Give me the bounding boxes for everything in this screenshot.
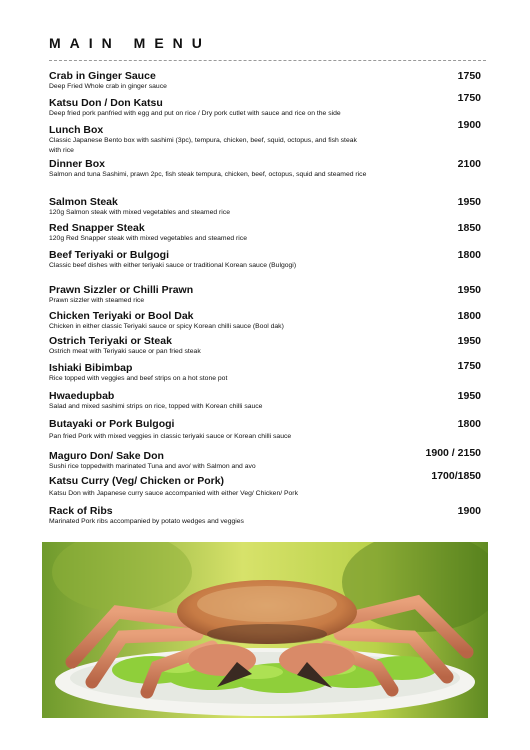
item-name: Red Snapper Steak bbox=[49, 222, 145, 234]
item-name: Salmon Steak bbox=[49, 196, 118, 208]
item-description: Marinated Pork ribs accompanied by potato wedges and veggies bbox=[49, 518, 244, 525]
item-description: Rice topped with veggies and beef strips on a hot stone pot bbox=[49, 375, 228, 382]
item-name: Ishiaki Bibimbap bbox=[49, 362, 133, 374]
menu-item bbox=[49, 505, 481, 527]
dashed-divider bbox=[49, 60, 486, 61]
menu-item bbox=[49, 92, 481, 119]
item-description: 120g Red Snapper steak with mixed vegetables and steamed rice bbox=[49, 235, 247, 242]
menu-item bbox=[49, 70, 481, 92]
item-description: Salad and mixed sashimi strips on rice, topped with Korean chilli sauce bbox=[49, 403, 263, 410]
item-name: Katsu Don / Don Katsu bbox=[49, 97, 163, 109]
menu-item bbox=[49, 310, 481, 332]
item-price: 1800 bbox=[457, 249, 481, 261]
item-description: Classic Japanese Bento box with sashimi (3pc), tempura, chicken, beef, squid, octopus, and fish steak with rice bbox=[49, 137, 357, 154]
item-description: Ostrich meat with Teriyaki sauce or pan fried steak bbox=[49, 348, 201, 355]
item-price: 1750 bbox=[457, 70, 481, 82]
crab-dish-photo bbox=[42, 542, 488, 718]
item-price: 1900 bbox=[457, 505, 481, 517]
menu-item bbox=[49, 418, 481, 442]
item-price: 1750 bbox=[457, 360, 481, 372]
item-price: 1750 bbox=[457, 92, 481, 104]
item-price: 1950 bbox=[457, 335, 481, 347]
item-description: 120g Salmon steak with mixed vegetables and steamed rice bbox=[49, 209, 230, 216]
item-name: Dinner Box bbox=[49, 158, 106, 170]
menu-item bbox=[49, 362, 481, 384]
item-name: Lunch Box bbox=[49, 124, 104, 136]
item-description: Chicken in either classic Teriyaki sauce or spicy Korean chilli sauce (Bool dak) bbox=[49, 323, 284, 330]
item-name: Maguro Don/ Sake Don bbox=[49, 450, 164, 462]
item-name: Rack of Ribs bbox=[49, 505, 113, 517]
item-description: Pan fried Pork with mixed veggies in classic teriyaki sauce or Korean chilli sauce bbox=[49, 433, 292, 440]
menu-item bbox=[49, 119, 481, 156]
menu-item bbox=[49, 335, 481, 357]
item-name: Beef Teriyaki or Bulgogi bbox=[49, 249, 169, 261]
item-description: Deep Fried Whole crab in ginger sauce bbox=[49, 83, 167, 90]
menu-item bbox=[49, 470, 481, 499]
item-price: 1700/1850 bbox=[431, 470, 481, 482]
item-description: Prawn sizzler with steamed rice bbox=[49, 297, 145, 304]
item-price: 1950 bbox=[457, 390, 481, 402]
item-description: Classic beef dishes with either teriyaki sauce or traditional Korean sauce (Bulgogi) bbox=[49, 262, 297, 269]
menu-item bbox=[49, 284, 481, 306]
item-price: 1950 bbox=[457, 196, 481, 208]
item-description: Salmon and tuna Sashimi, prawn 2pc, fish steak tempura, chicken, beef, octopus, squid and steamed rice bbox=[49, 171, 367, 178]
item-name: Crab in Ginger Sauce bbox=[49, 70, 156, 82]
item-name: Hwaedupbab bbox=[49, 390, 115, 402]
item-name: Prawn Sizzler or Chilli Prawn bbox=[49, 284, 194, 296]
item-price: 1950 bbox=[457, 284, 481, 296]
item-description: Sushi rice toppedwith marinated Tuna and avo/ with Salmon and avo bbox=[49, 463, 256, 470]
item-description: Katsu Don with Japanese curry sauce accompanied with either Veg/ Chicken/ Pork bbox=[49, 490, 298, 497]
item-description: Deep fried pork panfried with egg and put on rice / Dry pork cutlet with sauce and rice on the side bbox=[49, 110, 341, 117]
item-price: 1850 bbox=[457, 222, 481, 234]
item-price: 1900 / 2150 bbox=[425, 447, 481, 459]
item-price: 1800 bbox=[457, 310, 481, 322]
item-price: 1800 bbox=[457, 418, 481, 430]
menu-item bbox=[49, 390, 481, 412]
item-name: Katsu Curry (Veg/ Chicken or Pork) bbox=[49, 475, 225, 487]
menu-item bbox=[49, 447, 481, 472]
menu-item bbox=[49, 158, 481, 180]
menu-title: MAIN MENU bbox=[49, 35, 211, 51]
menu-item bbox=[49, 249, 481, 271]
item-name: Ostrich Teriyaki or Steak bbox=[49, 335, 172, 347]
item-name: Butayaki or Pork Bulgogi bbox=[49, 418, 175, 430]
menu-item bbox=[49, 222, 481, 244]
item-price: 2100 bbox=[457, 158, 481, 170]
menu-item bbox=[49, 196, 481, 218]
item-name: Chicken Teriyaki or Bool Dak bbox=[49, 310, 194, 322]
item-price: 1900 bbox=[457, 119, 481, 131]
